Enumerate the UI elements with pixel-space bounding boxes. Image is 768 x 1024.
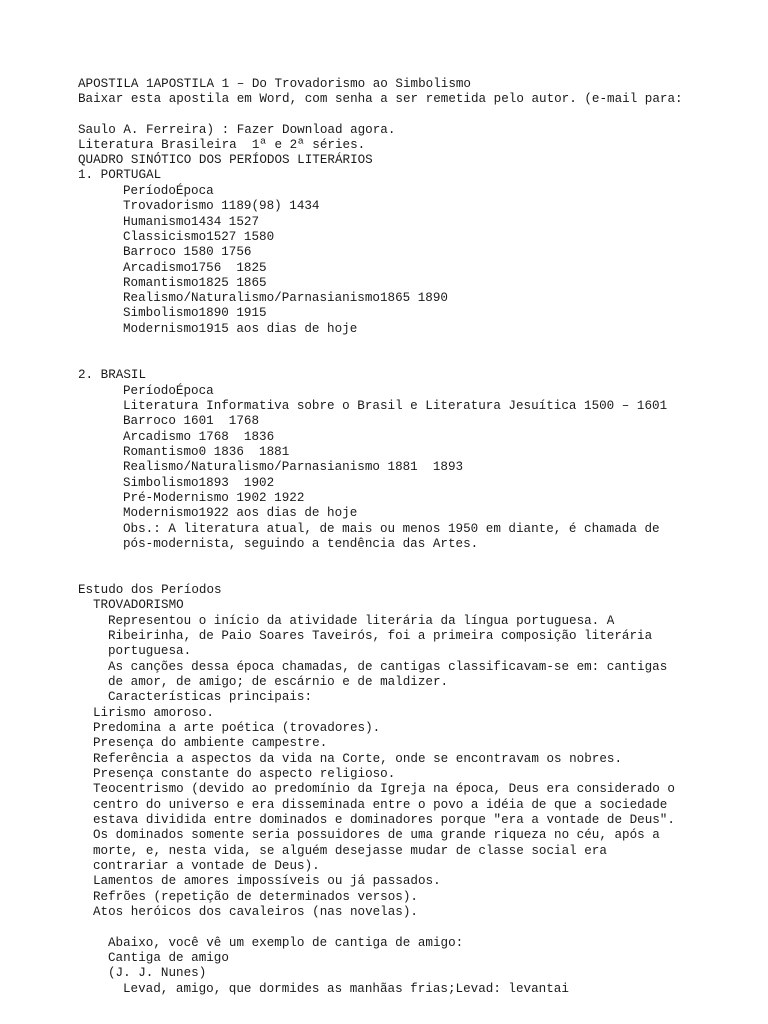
brasil-row: Pré-Modernismo 1902 1922 [123, 491, 305, 505]
download-note: Baixar esta apostila em Word, com senha a ser remetida pelo autor. (e-mail para: [78, 92, 683, 106]
verse-line: Levad, amigo, que dormides as manhãas frias;Levad: levantai [123, 982, 569, 996]
brasil-row: Modernismo1922 aos dias de hoje [123, 506, 358, 520]
portugal-row: Realismo/Naturalismo/Parnasianismo1865 1890 [123, 291, 448, 305]
feature-line: Lirismo amoroso. [93, 706, 214, 720]
feature-line: Os dominados somente seria possuidores de uma grande riqueza no céu, após a [93, 828, 660, 842]
feature-line: Lamentos de amores impossíveis ou já passados. [93, 874, 441, 888]
feature-line: Teocentrismo (devido ao predomínio da Igreja na época, Deus era considerado o [93, 782, 675, 796]
brasil-row: Realismo/Naturalismo/Parnasianismo 1881 1893 [123, 460, 464, 474]
brasil-heading: 2. BRASIL [78, 368, 147, 382]
feature-line: contrariar a vontade de Deus). [93, 859, 320, 873]
feature-line: Presença do ambiente campestre. [93, 736, 328, 750]
intro-line: Representou o início da atividade literária da língua portuguesa. A [108, 614, 615, 628]
intro-line: As canções dessa época chamadas, de cantigas classificavam-se em: cantigas [108, 660, 668, 674]
portugal-row: Simbolismo1890 1915 [123, 306, 267, 320]
portugal-row: Barroco 1580 1756 [123, 245, 252, 259]
brasil-row: Literatura Informativa sobre o Brasil e Literatura Jesuítica 1500 – 1601 [123, 399, 668, 413]
portugal-row: Arcadismo1756 1825 [123, 261, 267, 275]
feature-line: Predomina a arte poética (trovadores). [93, 721, 381, 735]
feature-line: Refrões (repetição de determinados versos). [93, 890, 418, 904]
feature-line: Atos heróicos dos cavaleiros (nas novelas). [93, 905, 418, 919]
portugal-table-header: PeríodoÉpoca [123, 184, 214, 198]
quadro-title: QUADRO SINÓTICO DOS PERÍODOS LITERÁRIOS [78, 153, 373, 167]
feature-line: Presença constante do aspecto religioso. [93, 767, 396, 781]
portugal-row: Romantismo1825 1865 [123, 276, 267, 290]
brasil-row: Barroco 1601 1768 [123, 414, 260, 428]
portugal-row: Trovadorismo 1189(98) 1434 [123, 199, 320, 213]
example-title: Cantiga de amigo [108, 951, 229, 965]
example-source: (J. J. Nunes) [108, 966, 207, 980]
intro-line: Características principais: [108, 690, 313, 704]
feature-line: centro do universo e era disseminada entre o povo a idéia de que a sociedade [93, 798, 668, 812]
series-line: Literatura Brasileira 1ª e 2ª séries. [78, 138, 366, 152]
intro-line: portuguesa. [108, 644, 192, 658]
trovadorismo-heading: TROVADORISMO [93, 598, 184, 612]
brasil-obs: Obs.: A literatura atual, de mais ou menos 1950 em diante, é chamada de [123, 522, 660, 536]
document-title: APOSTILA 1APOSTILA 1 – Do Trovadorismo ao Simbolismo [78, 77, 471, 91]
brasil-table-header: PeríodoÉpoca [123, 384, 214, 398]
intro-line: de amor, de amigo; de escárnio e de maldizer. [108, 675, 449, 689]
feature-line: estava dividida entre dominados e dominadores porque "era a vontade de Deus". [93, 813, 675, 827]
portugal-row: Humanismo1434 1527 [123, 215, 260, 229]
brasil-row: Simbolismo1893 1902 [123, 476, 275, 490]
portugal-row: Modernismo1915 aos dias de hoje [123, 322, 358, 336]
estudo-heading: Estudo dos Períodos [78, 583, 222, 597]
feature-line: Referência a aspectos da vida na Corte, onde se encontravam os nobres. [93, 752, 623, 766]
portugal-heading: 1. PORTUGAL [78, 168, 162, 182]
feature-line: morte, e, nesta vida, se alguém desejasse mudar de classe social era [93, 844, 607, 858]
brasil-obs: pós-modernista, seguindo a tendência das Artes. [123, 537, 479, 551]
brasil-row: Arcadismo 1768 1836 [123, 430, 275, 444]
author-line: Saulo A. Ferreira) : Fazer Download agora. [78, 123, 396, 137]
example-intro: Abaixo, você vê um exemplo de cantiga de amigo: [108, 936, 464, 950]
intro-line: Ribeirinha, de Paio Soares Taveirós, foi a primeira composição literária [108, 629, 653, 643]
portugal-row: Classicismo1527 1580 [123, 230, 275, 244]
brasil-row: Romantismo0 1836 1881 [123, 445, 290, 459]
